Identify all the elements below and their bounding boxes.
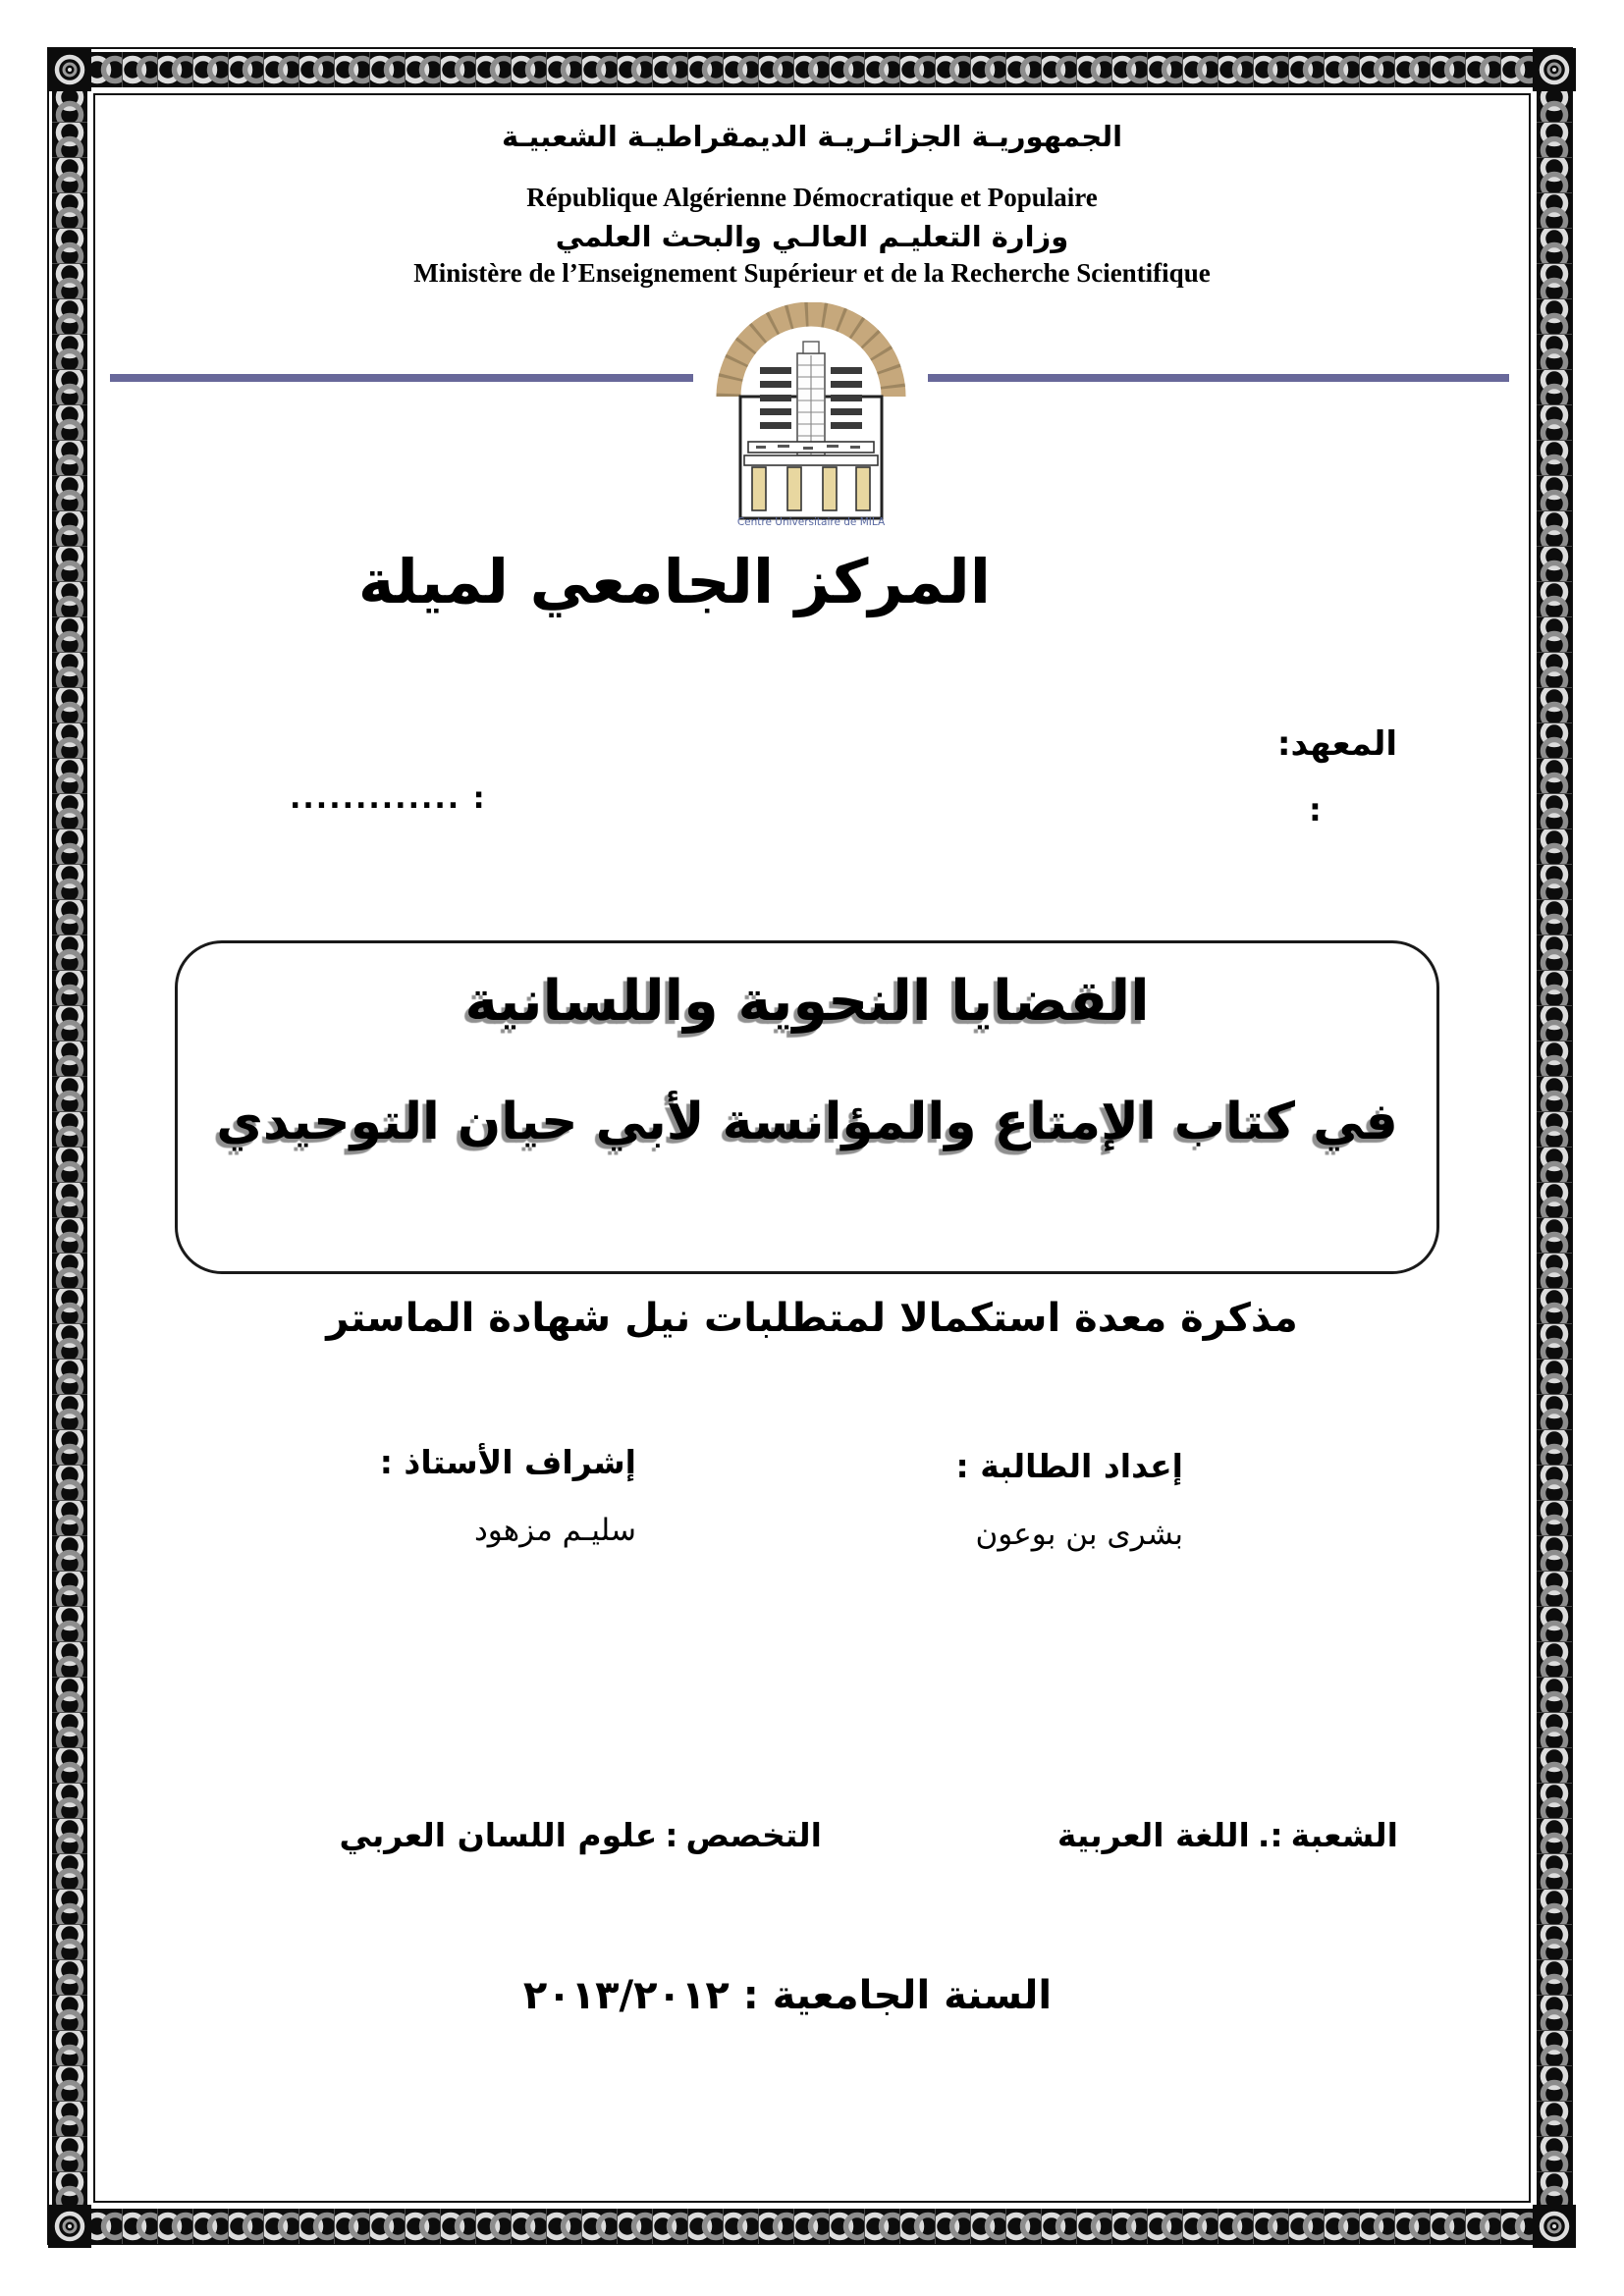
thesis-title-line1: القضايا النحوية واللسانية: [464, 969, 1150, 1034]
branch-label: الشعبة: [1290, 1816, 1398, 1854]
author-name: بشرى بن بوعون: [975, 1517, 1183, 1552]
institute-dotted-line: : .............: [290, 781, 487, 816]
academic-year-line: [0, 1973, 1599, 2018]
divider-line-right: [928, 374, 1509, 382]
border-band-top: [52, 52, 1572, 87]
logo-platform: [744, 455, 878, 465]
border-band-right: [1537, 52, 1572, 2244]
academic-year-value: ٢٠١٣/٢٠١٢: [522, 1973, 730, 2018]
header-republic-arabic: الجمهوريـة الجزائـريـة الديمقراطيـة الشعبيـة: [501, 120, 1123, 153]
author-block: [956, 1447, 1183, 1552]
border-corner-top-right: [1533, 48, 1576, 91]
thesis-title-box: [175, 940, 1439, 1274]
specialty-value: علوم اللسان العربي: [339, 1816, 658, 1854]
supervisor-block: [380, 1443, 636, 1548]
thesis-title-line2: في كتاب الإمتاع والمؤانسة لأبي حيان التوحيدي: [216, 1093, 1398, 1151]
institute-colon: :: [1309, 791, 1322, 828]
academic-year-label: السنة الجامعية :: [742, 1973, 1053, 2018]
branch-line: [1057, 1816, 1398, 1854]
divider-line-left: [110, 374, 693, 382]
author-label: إعداد الطالبة :: [955, 1447, 1183, 1485]
border-corner-top-left: [48, 48, 91, 91]
border-corner-bottom-right: [1533, 2205, 1576, 2248]
border-band-left: [52, 52, 87, 2244]
specialty-label: التخصص: [685, 1816, 822, 1854]
header-ministry-french: Ministère de l’Enseignement Supérieur et de la Recherche Scientifique: [413, 258, 1211, 288]
border-band-bottom: [52, 2209, 1572, 2244]
university-logo: [713, 302, 909, 530]
logo-caption: Centre Universitaire de MILA: [736, 516, 886, 528]
thesis-subtitle: مذكرة معدة استكمالا لمتطلبات نيل شهادة الماستر: [326, 1296, 1298, 1341]
branch-separator: :.: [1257, 1816, 1283, 1854]
specialty-separator: :: [665, 1816, 678, 1854]
supervisor-name: سليـم مزهود: [473, 1513, 636, 1548]
border-corner-bottom-left: [48, 2205, 91, 2248]
header-ministry-arabic: وزارة التعليـم العالـي والبحث العلمي: [555, 220, 1069, 253]
header-republic-french: République Algérienne Démocratique et Populaire: [526, 183, 1098, 212]
university-center-title: المركز الجامعي لميلة: [357, 546, 992, 617]
institute-label: المعهد:: [1276, 724, 1397, 764]
branch-value: اللغة العربية: [1056, 1816, 1250, 1854]
specialty-line: [339, 1816, 822, 1854]
supervisor-label: إشراف الأستاذ :: [379, 1443, 636, 1481]
